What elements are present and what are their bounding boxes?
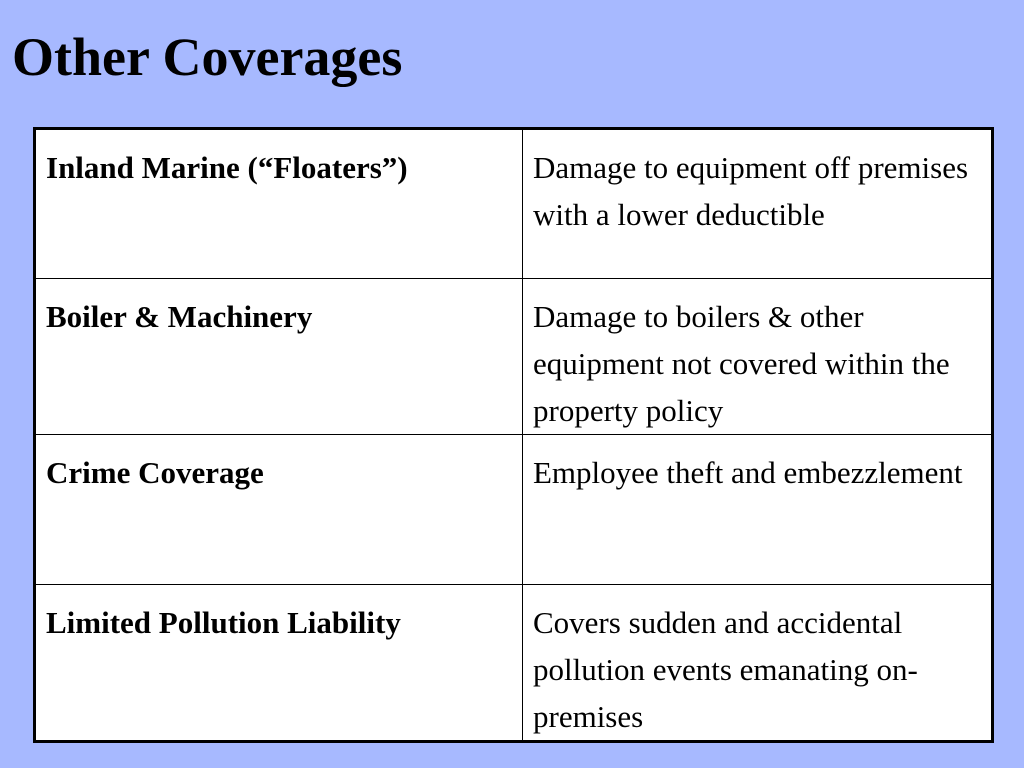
table-row bbox=[35, 129, 993, 279]
table-row bbox=[35, 279, 993, 435]
coverage-description: Covers sudden and accidental pollution events emanating on-premises bbox=[523, 585, 993, 742]
coverage-table bbox=[33, 127, 994, 743]
coverage-name: Crime Coverage bbox=[35, 435, 523, 585]
slide-title: Other Coverages bbox=[12, 27, 403, 87]
coverage-name: Inland Marine (“Floaters”) bbox=[35, 129, 523, 279]
table-row bbox=[35, 585, 993, 742]
coverage-description: Damage to equipment off premises with a lower deductible bbox=[523, 129, 993, 279]
coverage-description: Employee theft and embezzlement bbox=[523, 435, 993, 585]
coverage-description: Damage to boilers & other equipment not covered within the property policy bbox=[523, 279, 993, 435]
table-row bbox=[35, 435, 993, 585]
coverage-name: Boiler & Machinery bbox=[35, 279, 523, 435]
coverage-name: Limited Pollution Liability bbox=[35, 585, 523, 742]
